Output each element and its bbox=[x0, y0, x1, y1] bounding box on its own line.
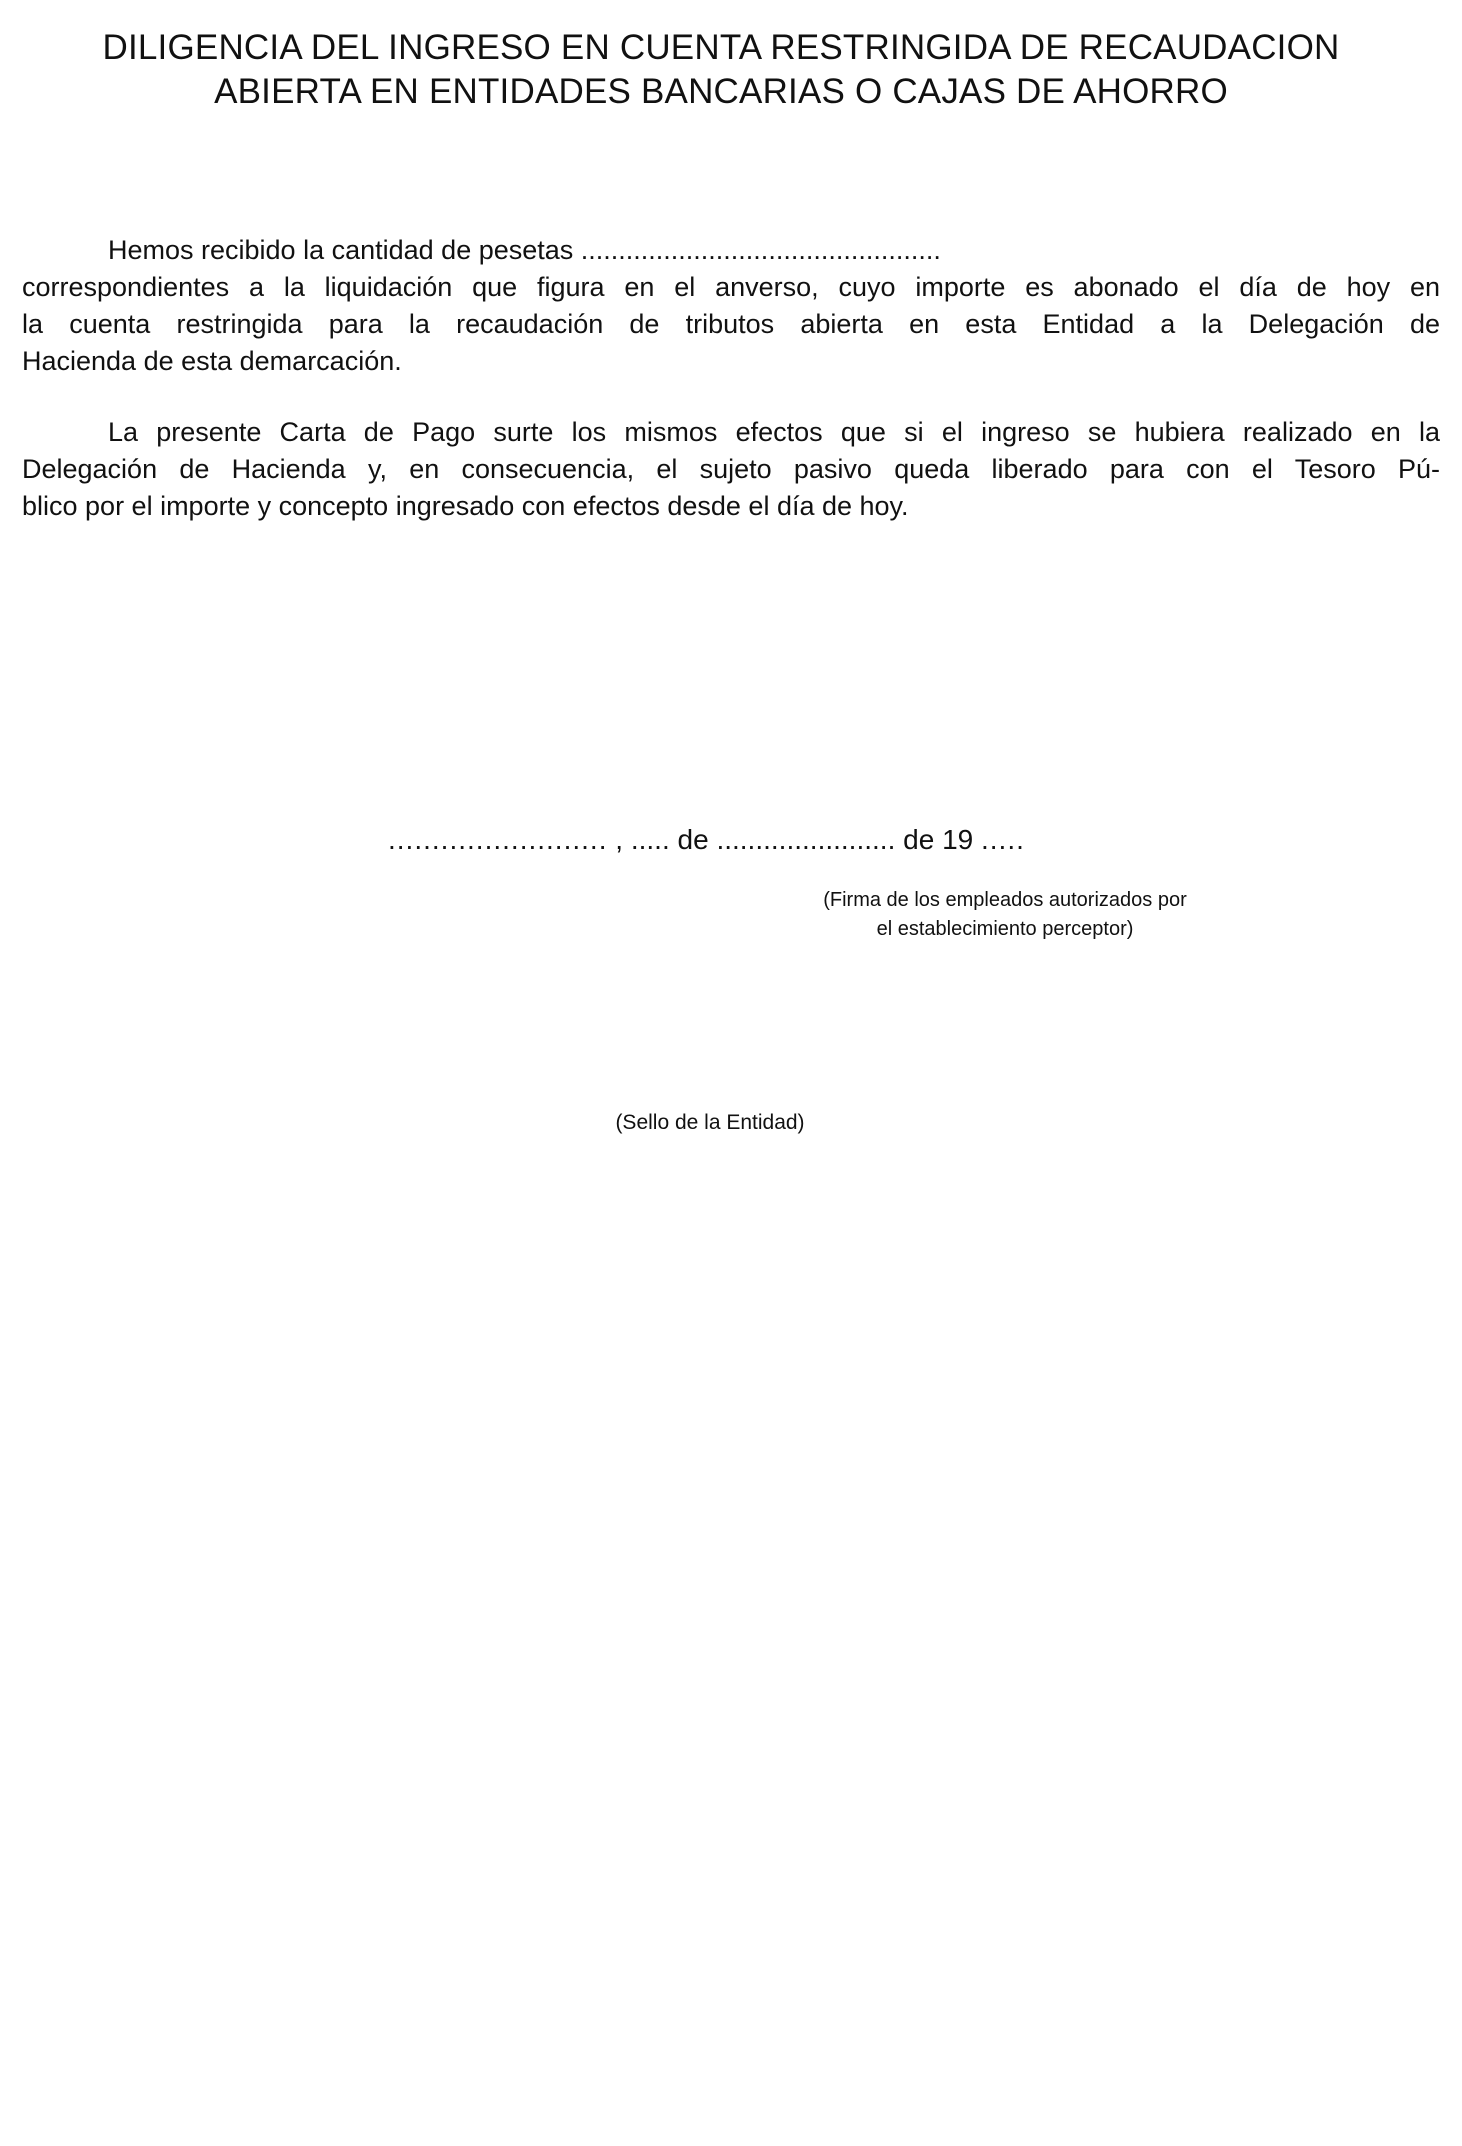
year-field: ..... bbox=[981, 824, 1025, 855]
paragraph-received-amount bbox=[22, 232, 1440, 380]
day-field: , ..... de bbox=[615, 824, 709, 855]
signature-caption-line-2: el establecimiento perceptor) bbox=[876, 918, 1134, 940]
place-date-line bbox=[388, 822, 1428, 858]
title-line-1: DILIGENCIA DEL INGRESO EN CUENTA RESTRINGIDA DE RECAUDACION bbox=[102, 28, 1340, 67]
paragraph-line: La presente Carta de Pago surte los mismos efectos que si el ingreso se hubiera realizado en la bbox=[108, 417, 1440, 447]
signature-caption-line-1: (Firma de los empleados autorizados por bbox=[823, 889, 1187, 911]
document-title bbox=[40, 26, 1402, 114]
paragraph-payment-effects bbox=[22, 414, 1440, 525]
month-field: ....................... de 19 bbox=[716, 824, 974, 855]
paragraph-line: correspondientes a la liquidación que figura en el anverso, cuyo importe es abonado el día de hoy en bbox=[22, 272, 1440, 302]
stamp-caption: (Sello de la Entidad) bbox=[615, 1111, 805, 1134]
paragraph-line: Hacienda de esta demarcación. bbox=[22, 346, 402, 376]
paragraph-line: Hemos recibido la cantidad de pesetas ................................................ bbox=[108, 235, 941, 265]
paragraph-line: blico por el importe y concepto ingresado con efectos desde el día de hoy. bbox=[22, 491, 909, 521]
place-field: ......................... bbox=[388, 824, 608, 855]
signature-caption bbox=[740, 886, 1270, 944]
title-line-2: ABIERTA EN ENTIDADES BANCARIAS O CAJAS DE AHORRO bbox=[214, 72, 1228, 111]
paragraph-line: la cuenta restringida para la recaudación de tributos abierta en esta Entidad a la Delegación de bbox=[22, 309, 1440, 339]
paragraph-line: Delegación de Hacienda y, en consecuencia, el sujeto pasivo queda liberado para con el Tesoro Pú- bbox=[22, 454, 1440, 484]
